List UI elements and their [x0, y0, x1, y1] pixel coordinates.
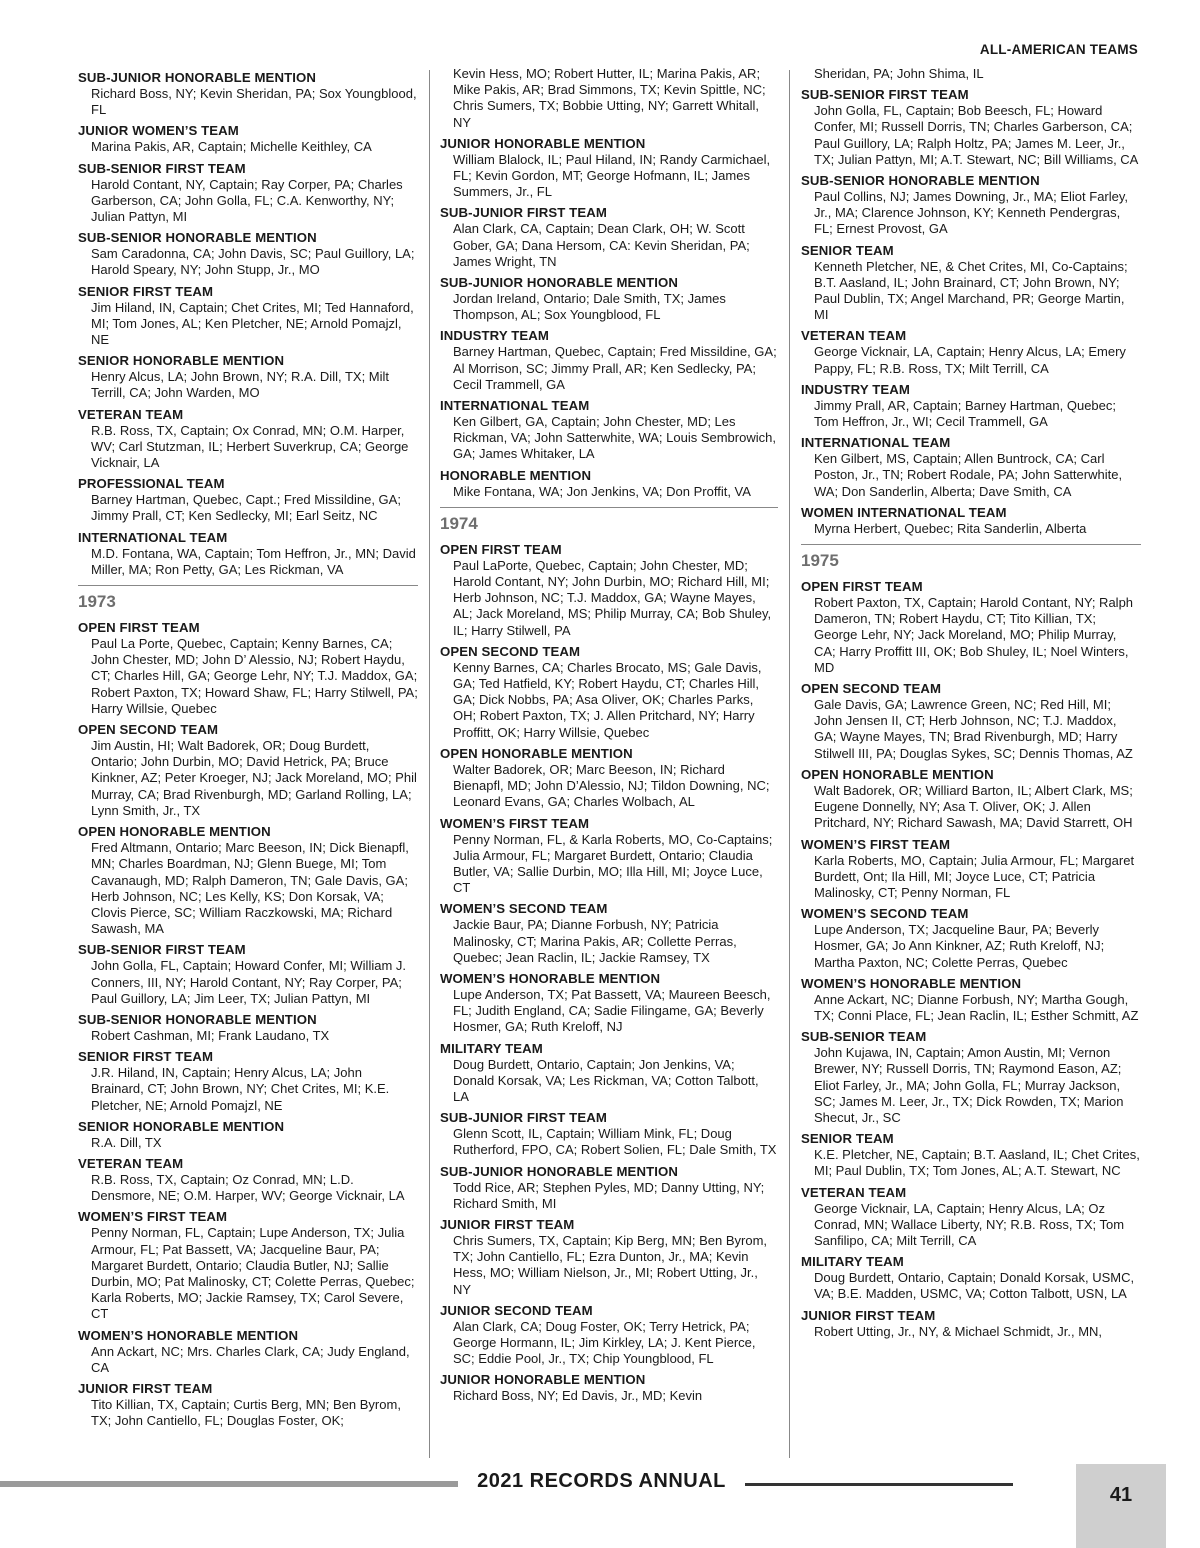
- team-members: Jordan Ireland, Ontario; Dale Smith, TX; James Thompson, AL; Sox Youngblood, FL: [453, 291, 726, 323]
- column-divider: [789, 70, 790, 1458]
- team-section: [440, 394, 778, 464]
- team-heading: SUB-JUNIOR FIRST TEAM: [440, 1110, 607, 1126]
- team-heading: MILITARY TEAM: [801, 1254, 904, 1270]
- team-members: Mike Fontana, WA; Jon Jenkins, VA; Don Proffit, VA: [453, 483, 751, 499]
- team-section: [440, 538, 778, 640]
- team-heading: HONORABLE MENTION: [440, 467, 592, 483]
- team-members: Ken Gilbert, GA, Captain; John Chester, MD; Les Rickman, VA; John Satterwhite, WA; Louis Sembrowich, GA; James Whitaker, LA: [453, 414, 776, 462]
- column-2: [440, 66, 778, 1458]
- team-heading: SENIOR TEAM: [801, 242, 894, 258]
- team-section: [440, 1106, 778, 1159]
- team-heading: OPEN HONORABLE MENTION: [78, 824, 271, 840]
- team-section: [78, 820, 418, 938]
- team-section: [78, 349, 418, 402]
- team-heading: OPEN HONORABLE MENTION: [801, 766, 994, 782]
- team-heading: WOMEN’S FIRST TEAM: [801, 836, 951, 852]
- team-members: Jackie Baur, PA; Dianne Forbush, NY; Patricia Malinosky, CT; Marina Pakis, AR; Collette Perras, Quebec; Jean Raclin, IL; Jackie Ramsey, TX: [453, 917, 737, 965]
- team-section: [801, 431, 1141, 501]
- team-section: [78, 226, 418, 279]
- team-section: [801, 902, 1141, 972]
- team-section: [440, 1368, 778, 1405]
- team-section: [440, 1213, 778, 1299]
- team-section: [440, 132, 778, 202]
- team-heading: INDUSTRY TEAM: [440, 328, 550, 344]
- team-heading: SENIOR HONORABLE MENTION: [78, 1118, 285, 1134]
- team-heading: VETERAN TEAM: [78, 1155, 184, 1171]
- column-1: [78, 66, 418, 1458]
- year-heading: 1974: [440, 507, 778, 538]
- team-members: R.B. Ross, TX, Captain; Oz Conrad, MN; L.D. Densmore, NE; O.M. Harper, WV; George Vicknair, LA: [91, 1171, 405, 1204]
- team-members: John Golla, FL, Captain; Bob Beesch, FL; Howard Confer, MI; Russell Dorris, TN; Charles Garberson, CA; Paul Guillory, LA; Ralph Holtz, PA; James M. Leer, Jr., TX; Julian Pattyn, MI; A.T. Stewart, NC; Bill Williams, CA: [814, 103, 1139, 167]
- team-section: [801, 66, 1141, 83]
- team-members: Kevin Hess, MO; Robert Hutter, IL; Marina Pakis, AR; Mike Pakis, AR; Brad Simmons, TX; Kevin Spittle, NC; Chris Sumers, TX; Bobbie Utting, NY; Garrett Whitall, NY: [453, 66, 766, 130]
- team-members: Penny Norman, FL, & Karla Roberts, MO, Co-Captains; Julia Armour, FL; Margaret Burdett, Ontario; Claudia Butler, VA; Sallie Durbin, MO; Illa Hill, MI; Joyce Luce, CT: [453, 831, 773, 896]
- team-heading: OPEN FIRST TEAM: [78, 620, 200, 636]
- team-section: [801, 378, 1141, 431]
- team-heading: WOMEN’S FIRST TEAM: [78, 1209, 228, 1225]
- team-heading: WOMEN’S SECOND TEAM: [440, 901, 608, 917]
- team-section: [801, 239, 1141, 325]
- team-heading: JUNIOR FIRST TEAM: [801, 1307, 936, 1323]
- team-section: [801, 1181, 1141, 1251]
- column-divider: [429, 70, 430, 1458]
- team-heading: MILITARY TEAM: [440, 1040, 543, 1056]
- team-members: Todd Rice, AR; Stephen Pyles, MD; Danny Utting, NY; Richard Smith, MI: [453, 1179, 765, 1211]
- team-heading: JUNIOR FIRST TEAM: [440, 1216, 575, 1232]
- team-members: Richard Boss, NY; Kevin Sheridan, PA; Sox Youngblood, FL: [91, 86, 417, 118]
- team-heading: SUB-SENIOR HONORABLE MENTION: [78, 230, 317, 246]
- team-section: [78, 1324, 418, 1377]
- page-number: 41: [1109, 1484, 1133, 1506]
- team-section: [801, 83, 1141, 169]
- team-heading: INTERNATIONAL TEAM: [801, 435, 951, 451]
- team-members: Myrna Herbert, Quebec; Rita Sanderlin, Alberta: [814, 520, 1087, 536]
- team-heading: SENIOR FIRST TEAM: [78, 1049, 214, 1065]
- team-heading: JUNIOR SECOND TEAM: [440, 1302, 593, 1318]
- team-heading: VETERAN TEAM: [78, 406, 184, 422]
- team-heading: SUB-SENIOR FIRST TEAM: [78, 160, 246, 176]
- column-3: [801, 66, 1141, 1458]
- team-heading: SUB-SENIOR HONORABLE MENTION: [78, 1011, 317, 1027]
- team-section: [78, 1045, 418, 1115]
- team-members: Jim Hiland, IN, Captain; Chet Crites, MI; Ted Hannaford, MI; Tom Jones, AL; Ken Pletcher, NE; Arnold Pomajzl, NE: [91, 299, 414, 348]
- team-members: Ken Gilbert, MS, Captain; Allen Buntrock, CA; Carl Poston, Jr., TN; Robert Rodale, PA; John Satterwhite, WA; Don Sanderlin, Alberta; Dave Smith, CA: [814, 451, 1123, 499]
- team-section: [78, 1115, 418, 1152]
- team-section: [78, 119, 418, 156]
- team-members: Lupe Anderson, TX; Jacqueline Baur, PA; Beverly Hosmer, GA; Jo Ann Kinkner, AZ; Ruth Kreloff, NJ; Martha Paxton, NC; Colette Perras, Quebec: [814, 922, 1105, 970]
- team-section: [78, 280, 418, 350]
- team-members: Alan Clark, CA, Captain; Dean Clark, OH; W. Scott Gober, GA; Dana Hersom, CA: Kevin Sheridan, PA; James Wright, TN: [453, 221, 750, 269]
- team-section: [801, 501, 1141, 538]
- team-heading: SENIOR TEAM: [801, 1131, 894, 1147]
- team-heading: WOMEN’S HONORABLE MENTION: [440, 970, 661, 986]
- team-heading: JUNIOR HONORABLE MENTION: [440, 1372, 646, 1388]
- team-section: [801, 972, 1141, 1025]
- team-section: [440, 201, 778, 271]
- team-members: Alan Clark, CA; Doug Foster, OK; Terry Hetrick, PA; George Hormann, IL; Jim Kirkley, LA; J. Kent Pierce, SC; Eddie Pool, Jr., TX; Chip Youngblood, FL: [453, 1318, 756, 1367]
- team-heading: INTERNATIONAL TEAM: [440, 398, 590, 414]
- team-section: [801, 575, 1141, 677]
- team-members: R.B. Ross, TX, Captain; Ox Conrad, MN; O.M. Harper, WV; Carl Stutzman, IL; Herbert Suverkrup, CA; George Vicknair, LA: [91, 422, 409, 471]
- team-members: J.R. Hiland, IN, Captain; Henry Alcus, LA; John Brainard, CT; John Brown, NY; Chet Crites, MI; K.E. Pletcher, NE; Arnold Pomajzl, NE: [91, 1065, 390, 1113]
- team-section: [78, 616, 418, 718]
- team-section: [440, 464, 778, 501]
- team-members: Gale Davis, GA; Lawrence Green, NC; Red Hill, MI; John Jensen II, CT; Herb Johnson, NC; T.J. Maddox, GA; Wayne Mayes, TN; Brad Rivenburgh, MD; Harry Stilwell III, PA; Douglas Sykes, SC; Dennis Thomas, AZ: [814, 697, 1133, 761]
- team-heading: OPEN SECOND TEAM: [801, 681, 942, 697]
- team-members: Paul LaPorte, Quebec, Captain; John Chester, MD; Harold Contant, NY; John Durbin, MO; Richard Hill, MI; Herb Johnson, NC; T.J. Maddox, GA; Wayne Mayes, AL; Jack Moreland, MS; Philip Murray, CA; Bob Shuley, IL; Harry Stilwell, PA: [453, 557, 772, 638]
- team-section: [801, 1304, 1141, 1341]
- team-section: [78, 1205, 418, 1323]
- team-members: Doug Burdett, Ontario, Captain; Jon Jenkins, VA; Donald Korsak, VA; Les Rickman, VA; Cotton Talbott, LA: [453, 1056, 759, 1104]
- team-members: Kenneth Pletcher, NE, & Chet Crites, MI, Co-Captains; B.T. Aasland, IL; John Brainard, CT; John Brown, NY; Paul Dublin, TX; Angel Marchand, PR; George Martin, MI: [814, 258, 1128, 323]
- team-members: Walter Badorek, OR; Marc Beeson, IN; Richard Bienapfl, MD; John D’Alessio, NJ; Tildon Downing, NC; Leonard Evans, GA; Charles Wolbach, AL: [453, 761, 770, 810]
- team-section: [801, 677, 1141, 763]
- team-heading: SUB-JUNIOR HONORABLE MENTION: [440, 1163, 678, 1179]
- team-section: [801, 1025, 1141, 1127]
- team-members: George Vicknair, LA, Captain; Henry Alcus, LA; Oz Conrad, MN; Wallace Liberty, NY; R.B. Ross, TX; Tom Sanfilipo, CA; Milt Terrill, CA: [814, 1200, 1125, 1248]
- team-heading: WOMEN’S SECOND TEAM: [801, 906, 969, 922]
- team-section: [801, 1250, 1141, 1303]
- team-members: Glenn Scott, IL, Captain; William Mink, FL; Doug Rutherford, FPO, CA; Robert Solien, FL; Dale Smith, TX: [453, 1126, 777, 1158]
- team-section: [440, 812, 778, 898]
- team-heading: PROFESSIONAL TEAM: [78, 476, 225, 492]
- team-section: [78, 472, 418, 525]
- running-head: ALL-AMERICAN TEAMS: [979, 42, 1138, 57]
- team-heading: SUB-SENIOR FIRST TEAM: [78, 942, 246, 958]
- team-heading: INTERNATIONAL TEAM: [78, 529, 228, 545]
- team-members: R.A. Dill, TX: [91, 1134, 162, 1150]
- team-members: John Kujawa, IN, Captain; Amon Austin, MI; Vernon Brewer, NY; Russell Dorris, TN; Raymond Eason, AZ; Eliot Farley, Jr., MA; John Golla, FL; Murray Jackson, SC; James M. Leer, Jr., TX; Dick Rowden, TX; Marion Shecut, Jr., SC: [814, 1045, 1124, 1125]
- team-heading: SENIOR FIRST TEAM: [78, 283, 214, 299]
- team-members: Barney Hartman, Quebec, Captain; Fred Missildine, GA; Al Morrison, SC; Jimmy Prall, AR; Ken Sedlecky, PA; Cecil Trammell, GA: [453, 344, 777, 392]
- team-section: [440, 967, 778, 1037]
- team-heading: SUB-JUNIOR HONORABLE MENTION: [440, 275, 678, 291]
- team-heading: JUNIOR HONORABLE MENTION: [440, 135, 646, 151]
- team-heading: SUB-SENIOR TEAM: [801, 1029, 927, 1045]
- team-section: [78, 1152, 418, 1205]
- team-members: Marina Pakis, AR, Captain; Michelle Keithley, CA: [91, 139, 372, 155]
- team-members: Robert Paxton, TX, Captain; Harold Contant, NY; Ralph Dameron, TN; Robert Haydu, CT; Tito Killian, TX; George Lehr, NY; Jack Moreland, MO; Philip Murray, CA; Harry Proffitt III, OK; Bob Shuley, IL; Noel Winters, MD: [814, 595, 1134, 675]
- team-section: [440, 271, 778, 324]
- team-members: Tito Killian, TX, Captain; Curtis Berg, MN; Ben Byrom, TX; John Cantiello, FL; Douglas Foster, OK;: [91, 1396, 401, 1429]
- team-heading: JUNIOR FIRST TEAM: [78, 1380, 213, 1396]
- footer-title: 2021 RECORDS ANNUAL: [477, 1470, 726, 1492]
- team-members: Robert Utting, Jr., NY, & Michael Schmidt, Jr., MN,: [814, 1323, 1103, 1339]
- team-members: William Blalock, IL; Paul Hiland, IN; Randy Carmichael, FL; Kevin Gordon, MT; George Hofmann, IL; James Summers, Jr., FL: [453, 151, 771, 200]
- team-section: [440, 897, 778, 967]
- team-members: Richard Boss, NY; Ed Davis, Jr., MD; Kevin: [453, 1388, 703, 1404]
- team-section: [78, 526, 418, 579]
- team-section: [801, 763, 1141, 833]
- team-members: M.D. Fontana, WA, Captain; Tom Heffron, Jr., MN; David Miller, MA; Ron Petty, GA; Les Rickman, VA: [91, 545, 416, 577]
- team-members: Jim Austin, HI; Walt Badorek, OR; Doug Burdett, Ontario; John Durbin, MO; David Hetrick, PA; Bruce Kinkner, AZ; Peter Kroeger, NJ; Jack Moreland, MO; Phil Murray, CA; Brad Rivenburgh, MD; Garland Rolling, LA; Lynn Smith, Jr., TX: [91, 738, 417, 818]
- footer-rule-left: [0, 1481, 458, 1487]
- team-heading: SUB-JUNIOR HONORABLE MENTION: [78, 70, 316, 85]
- team-members: Sam Caradonna, CA; John Davis, SC; Paul Guillory, LA; Harold Speary, NY; John Stupp, Jr., MO: [91, 246, 415, 278]
- team-heading: OPEN SECOND TEAM: [78, 722, 219, 738]
- team-heading: WOMEN INTERNATIONAL TEAM: [801, 504, 1007, 520]
- team-members: Chris Sumers, TX, Captain; Kip Berg, MN; Ben Byrom, TX; John Cantiello, FL; Ezra Dunton, Jr., MA; Kevin Hess, MO; William Nielson, Jr., MI; Robert Utting, Jr., NY: [453, 1232, 768, 1297]
- team-section: [440, 1299, 778, 1369]
- team-section: [78, 718, 418, 820]
- team-members: Barney Hartman, Quebec, Capt.; Fred Missildine, GA; Jimmy Prall, CT; Ken Sedlecky, MI; Earl Seitz, NC: [91, 492, 401, 524]
- team-members: Harold Contant, NY, Captain; Ray Corper, PA; Charles Garberson, CA; John Golla, FL; C.A. Kenworthy, NY; Julian Pattyn, MI: [91, 176, 403, 225]
- team-heading: SUB-JUNIOR FIRST TEAM: [440, 205, 607, 221]
- team-section: [78, 938, 418, 1008]
- team-section: [440, 640, 778, 742]
- team-members: K.E. Pletcher, NE, Captain; B.T. Aasland, IL; Chet Crites, MI; Paul Dublin, TX; Tom Jones, AL; A.T. Stewart, NC: [814, 1147, 1140, 1179]
- team-heading: WOMEN’S FIRST TEAM: [440, 815, 590, 831]
- team-heading: WOMEN’S HONORABLE MENTION: [78, 1327, 299, 1343]
- team-heading: INDUSTRY TEAM: [801, 381, 911, 397]
- team-section: [440, 742, 778, 812]
- team-members: Penny Norman, FL, Captain; Lupe Anderson, TX; Julia Armour, FL; Pat Bassett, VA; Jacqueline Baur, PA; Margaret Burdett, Ontario; Claudia Butler, NJ; Sallie Durbin, MO; Pat Malinosky, CT; Colette Perras, Quebec; Karla Roberts, MO; Jackie Ramsey, TX; Carol Severe, CT: [91, 1225, 415, 1322]
- team-heading: OPEN FIRST TEAM: [440, 541, 562, 557]
- team-section: [801, 833, 1141, 903]
- team-members: Sheridan, PA; John Shima, IL: [814, 66, 984, 81]
- team-members: Henry Alcus, LA; John Brown, NY; R.A. Dill, TX; Milt Terrill, CA; John Warden, MO: [91, 369, 390, 401]
- team-section: [78, 403, 418, 473]
- team-members: Walt Badorek, OR; Williard Barton, IL; Albert Clark, MS; Eugene Donnelly, NY; Asa T. Oliver, OK; J. Allen Pritchard, NY; Richard Sawash, MA; David Starrett, OH: [814, 782, 1133, 831]
- team-members: Paul La Porte, Quebec, Captain; Kenny Barnes, CA; John Chester, MD; John D’ Alessio, NJ; Robert Haydu, CT; Charles Hill, GA; George Lehr, NY; T.J. Maddox, GA; Robert Paxton, TX; Howard Shaw, FL; Harry Stilwell, PA; Harry Willsie, Quebec: [91, 636, 418, 716]
- team-members: Kenny Barnes, CA; Charles Brocato, MS; Gale Davis, GA; Ted Hatfield, KY; Robert Haydu, CT; Charles Hill, GA; Dick Nobbs, PA; Asa Oliver, OK; Charles Parks, OH; Robert Paxton, TX; J. Allen Pritchard, NY; Harry Proffitt, OK; Harry Willsie, Quebec: [453, 659, 762, 740]
- team-section: [440, 1160, 778, 1213]
- team-section: [78, 1008, 418, 1045]
- team-heading: SENIOR HONORABLE MENTION: [78, 353, 285, 369]
- team-heading: OPEN SECOND TEAM: [440, 643, 581, 659]
- team-members: Ann Ackart, NC; Mrs. Charles Clark, CA; Judy England, CA: [91, 1343, 410, 1375]
- team-section: [440, 66, 778, 132]
- team-section: [78, 157, 418, 227]
- team-section: [78, 66, 418, 119]
- team-section: [440, 324, 778, 394]
- year-heading: 1975: [801, 544, 1141, 575]
- team-section: [440, 1037, 778, 1107]
- team-heading: SUB-SENIOR FIRST TEAM: [801, 87, 969, 103]
- team-heading: OPEN FIRST TEAM: [801, 579, 923, 595]
- team-section: [801, 1127, 1141, 1180]
- team-members: John Golla, FL, Captain; Howard Confer, MI; William J. Conners, III, NY; Harold Contant, NY; Ray Corper, PA; Paul Guillory, LA; Jim Leer, TX; Julian Pattyn, MI: [91, 958, 407, 1006]
- team-heading: OPEN HONORABLE MENTION: [440, 745, 633, 761]
- team-members: Robert Cashman, MI; Frank Laudano, TX: [91, 1027, 330, 1043]
- page-number-box: [1076, 1464, 1166, 1548]
- team-section: [78, 1377, 418, 1430]
- year-heading: 1973: [78, 585, 418, 616]
- team-members: Karla Roberts, MO, Captain; Julia Armour, FL; Margaret Burdett, Ont; Ila Hill, MI; Joyce Luce, CT; Patricia Malinosky, CT; Penny Norman, FL: [814, 852, 1135, 900]
- team-section: [801, 324, 1141, 377]
- team-heading: WOMEN’S HONORABLE MENTION: [801, 975, 1022, 991]
- footer-rule-right: [745, 1483, 1013, 1486]
- team-members: Anne Ackart, NC; Dianne Forbush, NY; Martha Gough, TX; Conni Place, FL; Jean Raclin, IL; Esther Schmitt, AZ: [814, 991, 1139, 1023]
- team-heading: VETERAN TEAM: [801, 1184, 907, 1200]
- team-members: Jimmy Prall, AR, Captain; Barney Hartman, Quebec; Tom Heffron, Jr., WI; Cecil Trammell, GA: [814, 397, 1117, 430]
- team-members: Doug Burdett, Ontario, Captain; Donald Korsak, USMC, VA; B.E. Madden, USMC, VA; Cotton Talbott, USN, LA: [814, 1270, 1135, 1302]
- team-members: George Vicknair, LA, Captain; Henry Alcus, LA; Emery Pappy, FL; R.B. Ross, TX; Milt Terrill, CA: [814, 344, 1126, 376]
- team-heading: SUB-SENIOR HONORABLE MENTION: [801, 173, 1040, 189]
- team-members: Paul Collins, NJ; James Downing, Jr., MA; Eliot Farley, Jr., MA; Clarence Johnson, KY; Kenneth Pendergras, FL; Ernest Provost, GA: [814, 189, 1129, 237]
- team-members: Fred Altmann, Ontario; Marc Beeson, IN; Dick Bienapfl, MN; Charles Boardman, NJ; Glenn Buege, MI; Tom Cavanaugh, MD; Ralph Dameron, TN; Gale Davis, GA; Herb Johnson, NC; Les Kelly, KS; Don Korsak, VA; Clovis Pierce, SC; William Raczkowski, MA; Richard Sawash, MA: [91, 840, 409, 937]
- team-heading: JUNIOR WOMEN’S TEAM: [78, 123, 239, 139]
- team-members: Lupe Anderson, TX; Pat Bassett, VA; Maureen Beesch, FL; Judith England, CA; Sadie Filingame, GA; Beverly Hosmer, GA; Ruth Kreloff, NJ: [453, 986, 771, 1035]
- team-section: [801, 169, 1141, 239]
- team-heading: VETERAN TEAM: [801, 328, 907, 344]
